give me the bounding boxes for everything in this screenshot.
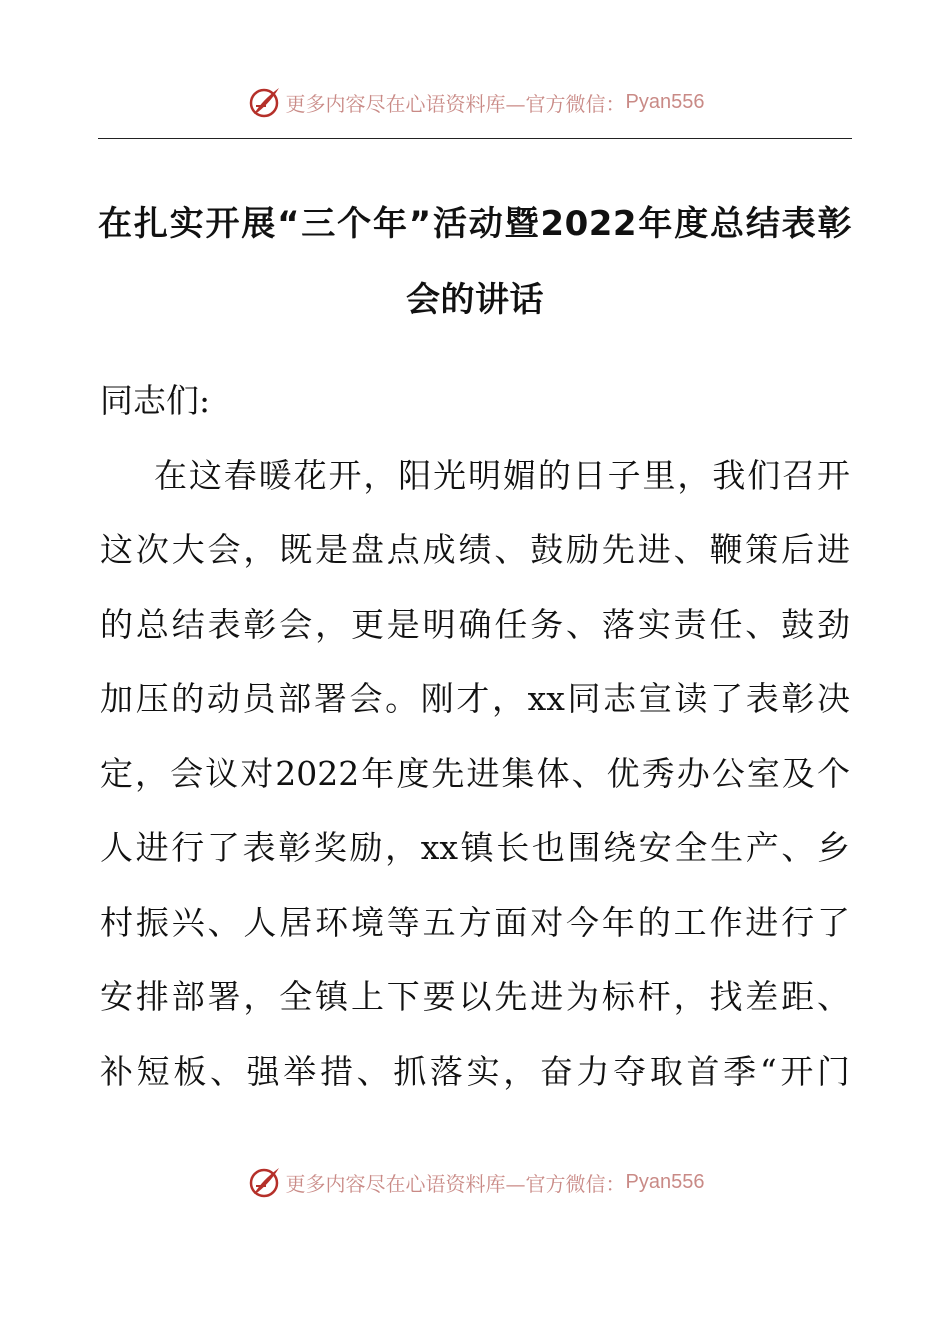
header-banner-text: 更多内容尽在心语资料库—官方微信：	[285, 91, 626, 116]
footer-wechat-id: Pyan556	[625, 1170, 705, 1193]
document-title	[98, 186, 852, 338]
body-line: 人进行了表彰奖励，xx镇长也围绕安全生产、乡	[100, 828, 850, 867]
header-wechat-id: Pyan556	[625, 90, 705, 113]
title-line-2: 会的讲话	[406, 280, 544, 320]
body-line: 的总结表彰会，更是明确任务、落实责任、鼓劲	[100, 604, 850, 644]
footer-banner	[0, 1162, 950, 1202]
title-line-1: 在扎实开展“三个年”活动暨2022年度总结表彰	[98, 204, 852, 244]
document-body	[100, 364, 850, 1109]
quill-logo-icon	[246, 1164, 282, 1200]
body-line: 村振兴、人居环境等五方面对今年的工作进行了	[100, 902, 850, 942]
salutation: 同志们:	[100, 381, 211, 420]
body-line: 在这春暖花开，阳光明媚的日子里，我们召开	[154, 455, 850, 495]
body-line: 安排部署，全镇上下要以先进为标杆，找差距、	[100, 977, 850, 1016]
header-divider	[98, 138, 852, 139]
header-banner	[0, 82, 950, 122]
body-line: 定，会议对2022年度先进集体、优秀办公室及个	[100, 753, 850, 793]
footer-banner-text: 更多内容尽在心语资料库—官方微信：	[285, 1171, 626, 1196]
quill-logo-icon	[246, 84, 282, 120]
body-line: 这次大会，既是盘点成绩、鼓励先进、鞭策后进	[100, 530, 850, 569]
body-line: 补短板、强举措、抓落实，奋力夺取首季“开门	[100, 1051, 850, 1091]
body-line: 加压的动员部署会。刚才，xx同志宣读了表彰决	[100, 679, 850, 718]
